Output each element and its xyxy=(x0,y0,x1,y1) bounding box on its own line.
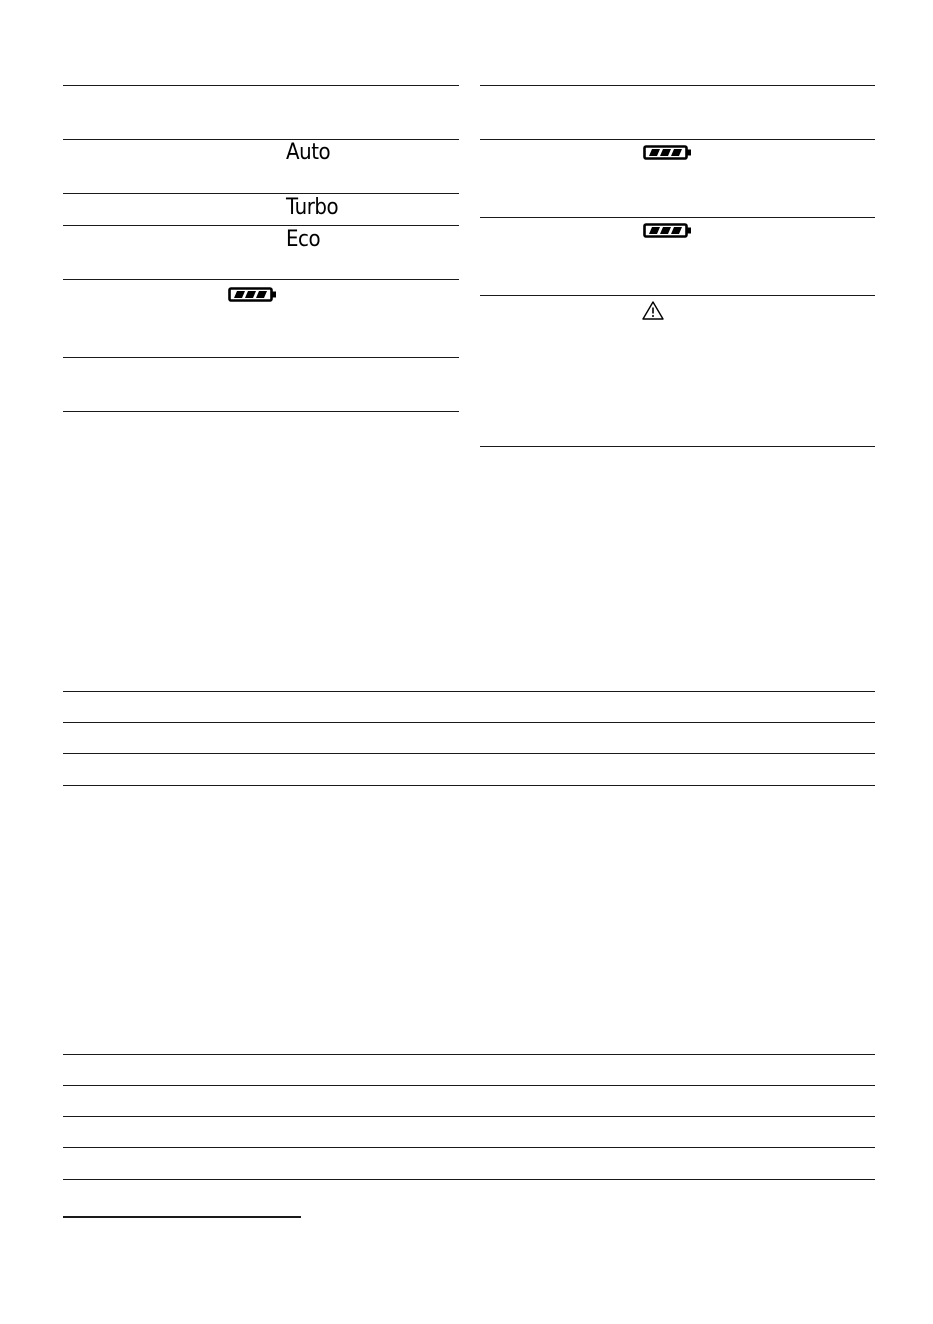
modes-table-bottom-rule xyxy=(63,411,459,412)
warning-triangle-icon xyxy=(641,300,665,321)
indicators-table-row-divider xyxy=(480,139,875,140)
battery-full-icon xyxy=(643,223,693,239)
data-table-1-row-divider xyxy=(63,753,875,754)
modes-table-row-divider xyxy=(63,139,459,140)
data-table-2-bottom-rule xyxy=(63,1179,875,1180)
data-table-1-row-divider xyxy=(63,722,875,723)
data-table-2-row-divider xyxy=(63,1085,875,1086)
data-table-1-top-rule xyxy=(63,691,875,692)
indicators-table-bottom-rule xyxy=(480,446,875,447)
indicators-table-row-divider xyxy=(480,295,875,296)
modes-table-row-divider xyxy=(63,193,459,194)
data-table-2-row-divider xyxy=(63,1116,875,1117)
mode-eco-label: Eco xyxy=(286,227,321,252)
data-table-2-row-divider xyxy=(63,1147,875,1148)
indicators-table-top-rule xyxy=(480,85,875,86)
mode-turbo-label: Turbo xyxy=(286,195,339,220)
footnote-separator xyxy=(63,1216,301,1218)
modes-table-top-rule xyxy=(63,85,459,86)
modes-table-row-divider xyxy=(63,225,459,226)
battery-full-icon xyxy=(228,287,278,303)
data-table-1-bottom-rule xyxy=(63,785,875,786)
mode-auto-label: Auto xyxy=(286,140,331,165)
battery-full-icon xyxy=(643,145,693,161)
indicators-table-row-divider xyxy=(480,217,875,218)
data-table-2-top-rule xyxy=(63,1054,875,1055)
modes-table-row-divider xyxy=(63,357,459,358)
modes-table-row-divider xyxy=(63,279,459,280)
